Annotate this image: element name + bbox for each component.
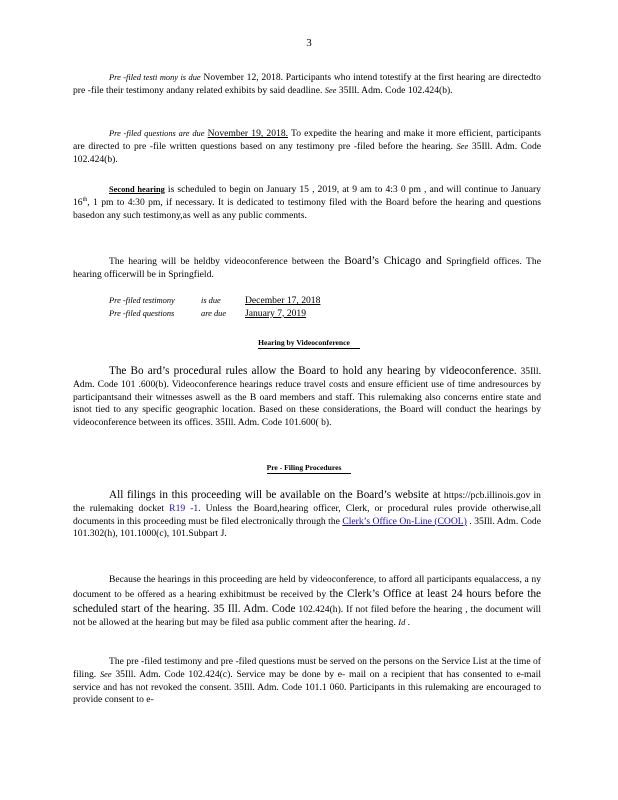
deadline-list [73, 295, 541, 321]
procedural-rules-emphasis: The Bo ard’s procedural rules allow the Board to hold any hearing by videoconference. [109, 365, 517, 377]
prefiled-questions-date: November 19, 2018. [207, 128, 289, 139]
videoconference-paragraph [73, 364, 541, 430]
second-hearing-label: Second hearing [109, 185, 165, 194]
prefiled-testimony-date: November 12, 2018 [203, 72, 281, 83]
board-website-url[interactable]: https://pcb.illinois.gov [443, 490, 531, 501]
cool-link[interactable]: Clerk’s Office On-Line (COOL) [342, 515, 467, 527]
section-heading-text: Hearing by Videoconference [258, 338, 360, 349]
prefiled-questions-label: Pre -filed questions are due [109, 129, 205, 138]
deadline-row-questions [73, 308, 541, 321]
filings-text-cont: Unless the Board,hearing officer, Clerk, or procedural rules provide otherwise,all documents in this proceeding must be filed electronically through the [73, 502, 542, 527]
id-signal: Id [398, 617, 406, 627]
see-signal: See [456, 141, 469, 151]
deadline-is-due: are due [201, 308, 227, 318]
hearing-location-text-cont: Springfield offices. The hearing officerwill be in Springfield. [73, 256, 541, 280]
hearing-location-emphasis: Board’s Chicago and [344, 255, 442, 267]
clerk-office-text-cont: 102.424(h). If not filed before the hearing , the document will not be allowed at the hearing but may be filed asa public comment after the hearing. [73, 603, 542, 628]
section-heading-prefiling [0, 463, 618, 473]
deadline-row-testimony [73, 295, 541, 308]
deadline-date: January 7, 2019 [245, 307, 307, 319]
deadline-label: Pre -filed questions [109, 308, 175, 318]
clerk-office-text: Because the hearings in this proceeding are held by videoconference, to afford all participants equalaccess, a ny document to be offered as a hearing exhibitmust be received by [73, 574, 541, 600]
prefiled-testimony-paragraph [73, 72, 541, 98]
prefiled-testimony-text: . Participants who intend totestify at the first hearing are directedto pre -file their testimony andany related exhibits by said deadline. [73, 72, 541, 96]
hearing-location-text: The hearing will be heldby videoconference between the [109, 256, 340, 267]
second-hearing-paragraph [73, 184, 541, 222]
see-signal: See [324, 85, 337, 95]
section-heading-text: Pre - Filing Procedures [267, 463, 352, 474]
deadline-label: Pre -filed testimony [109, 296, 175, 305]
service-text-cont: 35Ill. Adm. Code 102.424(c). Service may be done by e- mail on a recipient that has consented to e-mail service and has not revoked the consent. 35Ill. Adm. Code 101.1 060. Participants in this rulemaking are encouraged to provide consent to e- [73, 668, 541, 706]
ordinal-suffix: th [82, 196, 88, 203]
filings-text: in the rulemaking docket [73, 490, 541, 514]
videoconference-text: 35Ill. Adm. Code 101 .600(b). Videoconference hearings reduce travel costs and ensure efficient use of time andresources by participantsand their witnesses aswell as the B oard members and staff. This rulemaking also concerns entire state and isnot tied to any specific geographic location. Based on these considerations, the Board will conduct the hearings by videoconference between its offices. 35Ill. Adm. Code 101.600( b). [73, 366, 541, 429]
section-heading-videoconference [0, 338, 618, 348]
filings-emphasis: All filings in this proceeding will be available on the Board’s website at [109, 489, 441, 501]
service-paragraph [73, 656, 541, 707]
prefiled-questions-paragraph [73, 128, 541, 166]
prefiled-questions-text: To expedite the hearing and make it more efficient, participants are directed to pre -file written questions based on any testimony pre -filed before the hearing. [73, 128, 541, 152]
citation: 35Ill. Adm. Code 102.424(b). [73, 140, 542, 165]
page-number: 3 [306, 37, 312, 49]
prefiled-testimony-label: Pre -filed testi mony is due [109, 73, 201, 82]
service-text: The pre -filed testimony and pre -filed questions must be served on the persons on the Service List at the time of filing. [73, 656, 541, 680]
second-hearing-text-cont: , 1 pm to 4:30 pm, if necessary. It is dedicated to testimony filed with the Board before the hearing and questions basedon any such testimony,as well as any public comments. [73, 196, 541, 221]
filings-text-end: . 35Ill. Adm. Code 101.302(h), 101.1000(c), 101.Subpart J. [73, 515, 541, 540]
docket-number-link[interactable]: R19 -1. [169, 502, 201, 514]
second-hearing-text: is scheduled to begin on January 15 , 2019, at 9 am to 4:3 0 pm , and will continue to January 16 [73, 184, 541, 208]
see-signal: See [99, 669, 112, 679]
clerk-office-paragraph: Because the hearings in this proceeding are held by videoconference, to afford all participants equalaccess, a ny document to be offered as a hearing exhibitmust be received by the Clerk’s Office at least 24 hours before the scheduled start of the hearing. 35 Ill. Adm. Code 102.424(h). If not filed before the hearing , the document will not be allowed at the hearing but may be filed asa public comment after the hearing. Id . [73, 574, 542, 628]
deadline-date: December 17, 2018 [245, 295, 321, 306]
hearing-location-paragraph [73, 254, 541, 282]
deadline-is-due: is due [201, 296, 221, 305]
clerk-office-emphasis: the Clerk’s Office at least 24 hours before the scheduled start of the hearing. 35 Ill. Adm. Code [73, 587, 542, 615]
filings-paragraph [73, 488, 541, 541]
citation: 35Ill. Adm. Code 102.424(b). [338, 84, 453, 96]
